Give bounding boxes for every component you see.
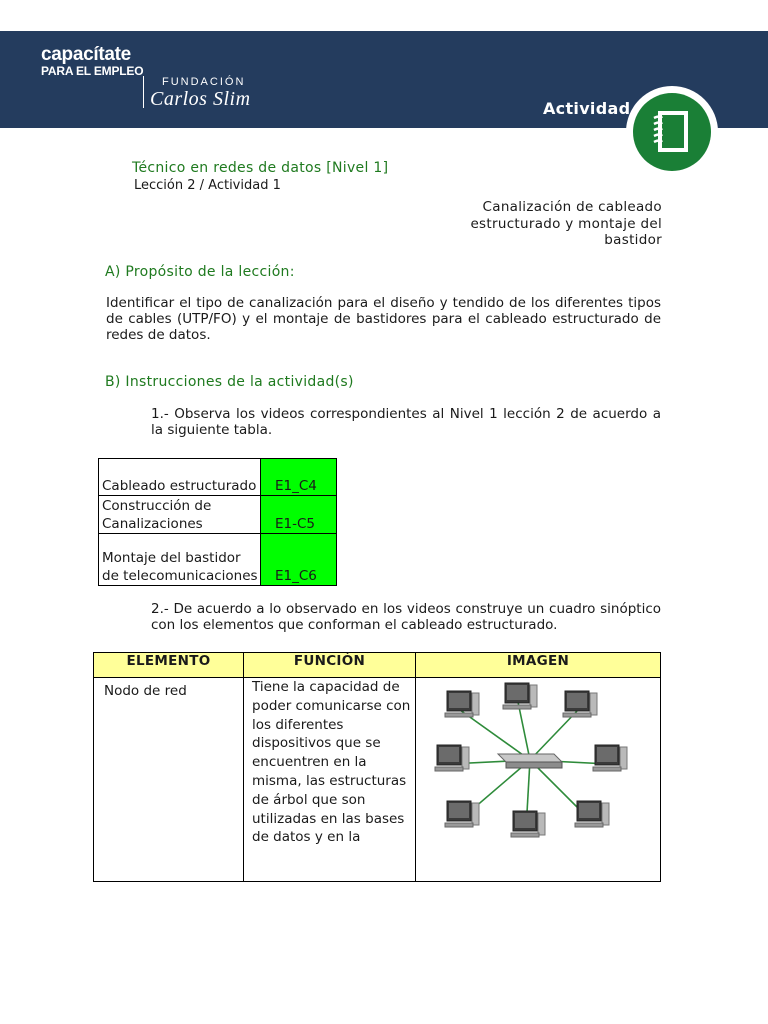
notebook-icon: [633, 93, 711, 171]
foundation-label: FUNDACIÓN: [162, 76, 246, 88]
section-a-heading: A) Propósito de la lección:: [105, 264, 295, 280]
brand-line2: PARA EL EMPLEO: [41, 64, 144, 78]
computer-icon: [503, 683, 537, 709]
section-b-heading: B) Instrucciones de la actividad(s): [105, 374, 354, 390]
star-network-diagram: [430, 682, 630, 842]
header-image: IMAGEN: [416, 653, 661, 678]
step-1-text: 1.- Observa los videos correspondientes al Nivel 1 lección 2 de acuerdo a la siguiente tabla.: [151, 406, 661, 439]
video-code: E1-C5: [261, 496, 337, 534]
banner-title: Actividad: [543, 99, 631, 118]
network-switch-icon: [498, 754, 562, 768]
table-row: [99, 459, 337, 496]
brand-line1: capacítate: [41, 44, 131, 65]
table-header-row: [94, 653, 661, 678]
elements-table: [93, 652, 661, 882]
lesson-label: Lección 2 / Actividad 1: [134, 178, 281, 193]
foundation-name: Carlos Slim: [150, 88, 251, 110]
computer-icon: [593, 745, 627, 771]
video-code: E1_C6: [261, 534, 337, 586]
table-row: [99, 534, 337, 586]
step-2-text: 2.- De acuerdo a lo observado en los videos construye un cuadro sinóptico con los elementos que conforman el cableado estructurado.: [151, 601, 661, 634]
computer-icon: [575, 801, 609, 827]
activity-title: Canalización de cableado estructurado y montaje del bastidor: [470, 199, 662, 248]
logo-divider: [143, 76, 144, 108]
element-name: Nodo de red: [94, 678, 244, 882]
computer-icon: [445, 801, 479, 827]
computer-icon: [435, 745, 469, 771]
header-element: ELEMENTO: [94, 653, 244, 678]
video-topic: Montaje del bastidor de telecomunicaciones: [99, 534, 261, 586]
activity-badge: [626, 86, 718, 178]
computer-icon: [445, 691, 479, 717]
computer-icon: [511, 811, 545, 837]
header-function: FUNCIÓN: [244, 653, 416, 678]
video-topic: Cableado estructurado: [99, 459, 261, 496]
table-row: [94, 678, 661, 882]
video-code: E1_C4: [261, 459, 337, 496]
brand-logo: [41, 45, 143, 79]
computer-icon: [563, 691, 597, 717]
element-function: Tiene la capacidad de poder comunicarse con los diferentes dispositivos que se encuentren en la misma, las estructuras de árbol que son utilizadas en las bases de datos y en la: [244, 678, 416, 882]
course-title: Técnico en redes de datos [Nivel 1]: [132, 160, 389, 176]
video-topic: Construcción de Canalizaciones: [99, 496, 261, 534]
purpose-text: Identificar el tipo de canalización para el diseño y tendido de los diferentes tipos de cables (UTP/FO) y el montaje de bastidores para el cableado estructurado de redes de datos.: [106, 295, 661, 344]
table-row: [99, 496, 337, 534]
video-table: [98, 458, 337, 586]
element-image: [416, 678, 661, 882]
